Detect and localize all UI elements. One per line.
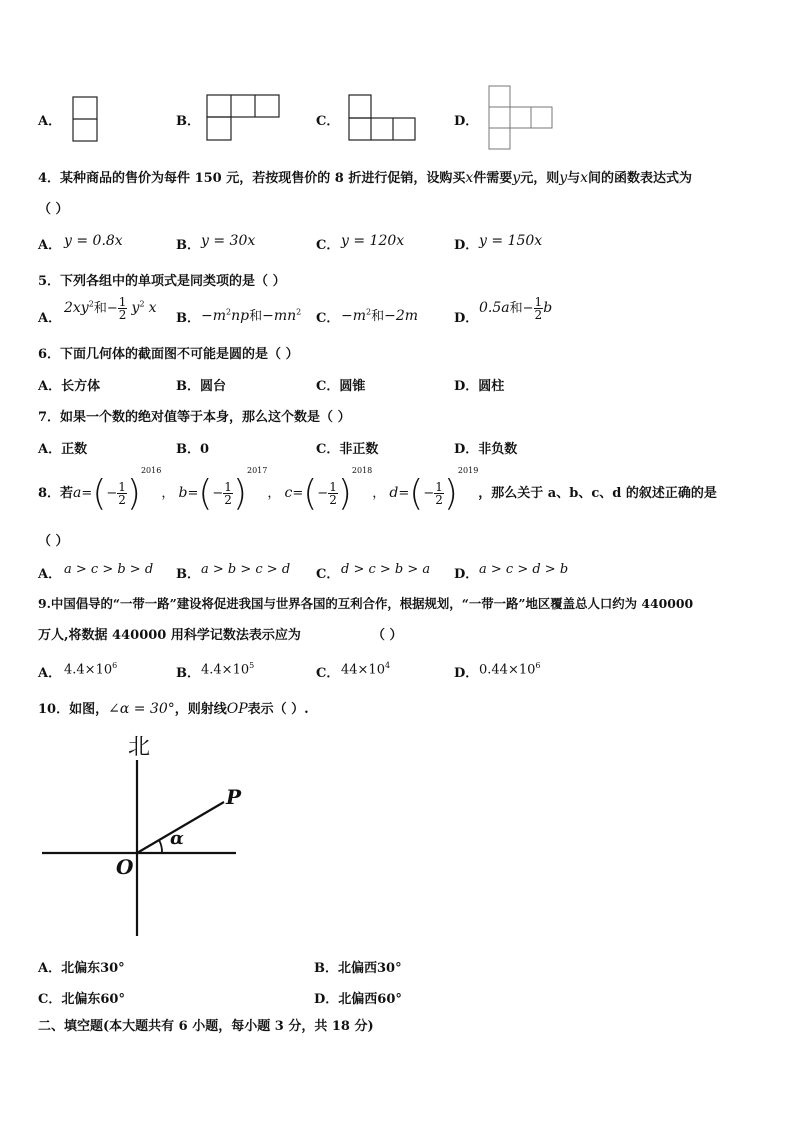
q3-option-a-figure xyxy=(72,96,98,142)
q9-option-b: $4.4\times 10^5$ xyxy=(201,661,255,678)
q8-option-b: a > b > c > d xyxy=(201,562,291,577)
q6-option-c: C．圆锥 xyxy=(316,379,366,394)
point-o-label: O xyxy=(116,855,134,879)
q4-option-c: y = 120x xyxy=(341,233,405,249)
q3-option-b-figure xyxy=(206,94,280,142)
q9-option-d: $0.44\times 10^6$ xyxy=(479,661,541,678)
q8-option-d-label: D． xyxy=(454,567,479,582)
q5-stem: 5．下列各组中的单项式是同类项的是（ ） xyxy=(38,274,286,289)
point-p-label: P xyxy=(226,785,242,809)
q4-option-c-label: C． xyxy=(316,238,340,253)
q9-option-c: $44\times 10^4$ xyxy=(341,661,391,678)
q6-option-d: D．圆柱 xyxy=(454,379,505,394)
q9-option-b-label: B． xyxy=(176,666,200,681)
q9-option-a: $4.4\times 10^6$ xyxy=(64,661,118,678)
q8-option-a-label: A． xyxy=(38,567,62,582)
q7-stem: 7．如果一个数的绝对值等于本身，那么这个数是（ ） xyxy=(38,410,351,425)
q4-option-d: y = 150x xyxy=(479,233,543,249)
q5-option-b-label: B． xyxy=(176,311,200,326)
q7-option-b: B．0 xyxy=(176,442,210,457)
q6-option-a: A．长方体 xyxy=(38,379,101,394)
q9-stem-line1: 9.中国倡导的“一带一路”建设将促进我国与世界各国的互利合作，根据规划，“一带一路”地区覆盖总人口约为 440000 xyxy=(38,596,694,611)
q8-option-c-label: C． xyxy=(316,567,340,582)
q5-option-d: 0.5a和− $\frac{1}{2}$ b xyxy=(479,295,553,322)
q9-paren: （ ） xyxy=(372,628,403,643)
q8-paren: （ ） xyxy=(38,534,69,549)
q5-option-a: $2xy^2$和− $\frac{1}{2}$ $y^2$ x xyxy=(64,295,157,322)
section-2-title: 二、填空题(本大题共有 6 小题，每小题 3 分，共 18 分) xyxy=(38,1019,374,1034)
q7-option-c: C．非正数 xyxy=(316,442,379,457)
q10-option-c: C．北偏东60° xyxy=(38,992,125,1007)
q8-option-c: d > c > b > a xyxy=(341,562,431,577)
q4-stem: 4．某种商品的售价为每件 150 元，若按现售价的 8 折进行促销，设购买x件需要y元，则y与x间的函数表达式为 xyxy=(38,170,693,186)
q9-option-a-label: A． xyxy=(38,666,62,681)
q8-option-b-label: B． xyxy=(176,567,200,582)
q5-option-c-label: C． xyxy=(316,311,340,326)
q10-option-a: A．北偏东30° xyxy=(38,961,125,976)
q5-option-b: $-m^2np$和$-mn^2$ xyxy=(201,307,302,324)
q10-option-d: D．北偏西60° xyxy=(314,992,402,1007)
q3-option-d-label: D． xyxy=(454,114,479,129)
q9-option-d-label: D． xyxy=(454,666,479,681)
q7-option-a: A．正数 xyxy=(38,442,88,457)
q4-option-d-label: D． xyxy=(454,238,479,253)
q6-stem: 6．下面几何体的截面图不可能是圆的是（ ） xyxy=(38,347,299,362)
q10-option-b: B．北偏西30° xyxy=(314,961,402,976)
q5-option-d-label: D． xyxy=(454,311,479,326)
q3-option-c-figure xyxy=(348,94,418,142)
q4-option-a: y = 0.8x xyxy=(64,233,123,249)
q3-option-d-figure xyxy=(487,84,555,152)
q4-option-b: y = 30x xyxy=(201,233,256,249)
q8-option-a: a > c > b > d xyxy=(64,562,154,577)
q8-stem: 8．若a=(− $\frac{1}{2}$ )$^{2016}$， b=(− $\frac{1}{2}$ )$^{2017}$， c=(− $\frac{1}{2}$ )$^{2018}$， d=(− $\frac{1}{2}$ )$^{2019}$，那么关于 a、b、c、d 的叙述正确的是 xyxy=(38,466,717,514)
q9-option-c-label: C． xyxy=(316,666,340,681)
q3-option-b-label: B． xyxy=(176,114,200,129)
q4-paren: （ ） xyxy=(38,202,69,217)
q5-option-a-label: A． xyxy=(38,311,62,326)
q7-option-d: D．非负数 xyxy=(454,442,518,457)
q6-option-b: B．圆台 xyxy=(176,379,227,394)
q3-option-c-label: C． xyxy=(316,114,340,129)
q4-option-a-label: A． xyxy=(38,238,62,253)
q9-stem-line2: 万人,将数据 440000 用科学记数法表示应为 xyxy=(38,628,301,643)
q10-stem: 10．如图，∠α = 30°，则射线OP表示（ ）. xyxy=(38,701,309,717)
q5-option-c: $-m^2$和−2m xyxy=(341,307,419,324)
q3-option-a-label: A． xyxy=(38,114,62,129)
north-label: 北 xyxy=(128,735,151,760)
q4-option-b-label: B． xyxy=(176,238,200,253)
q8-option-d: a > c > d > b xyxy=(479,562,569,577)
angle-alpha-label: α xyxy=(170,828,184,849)
